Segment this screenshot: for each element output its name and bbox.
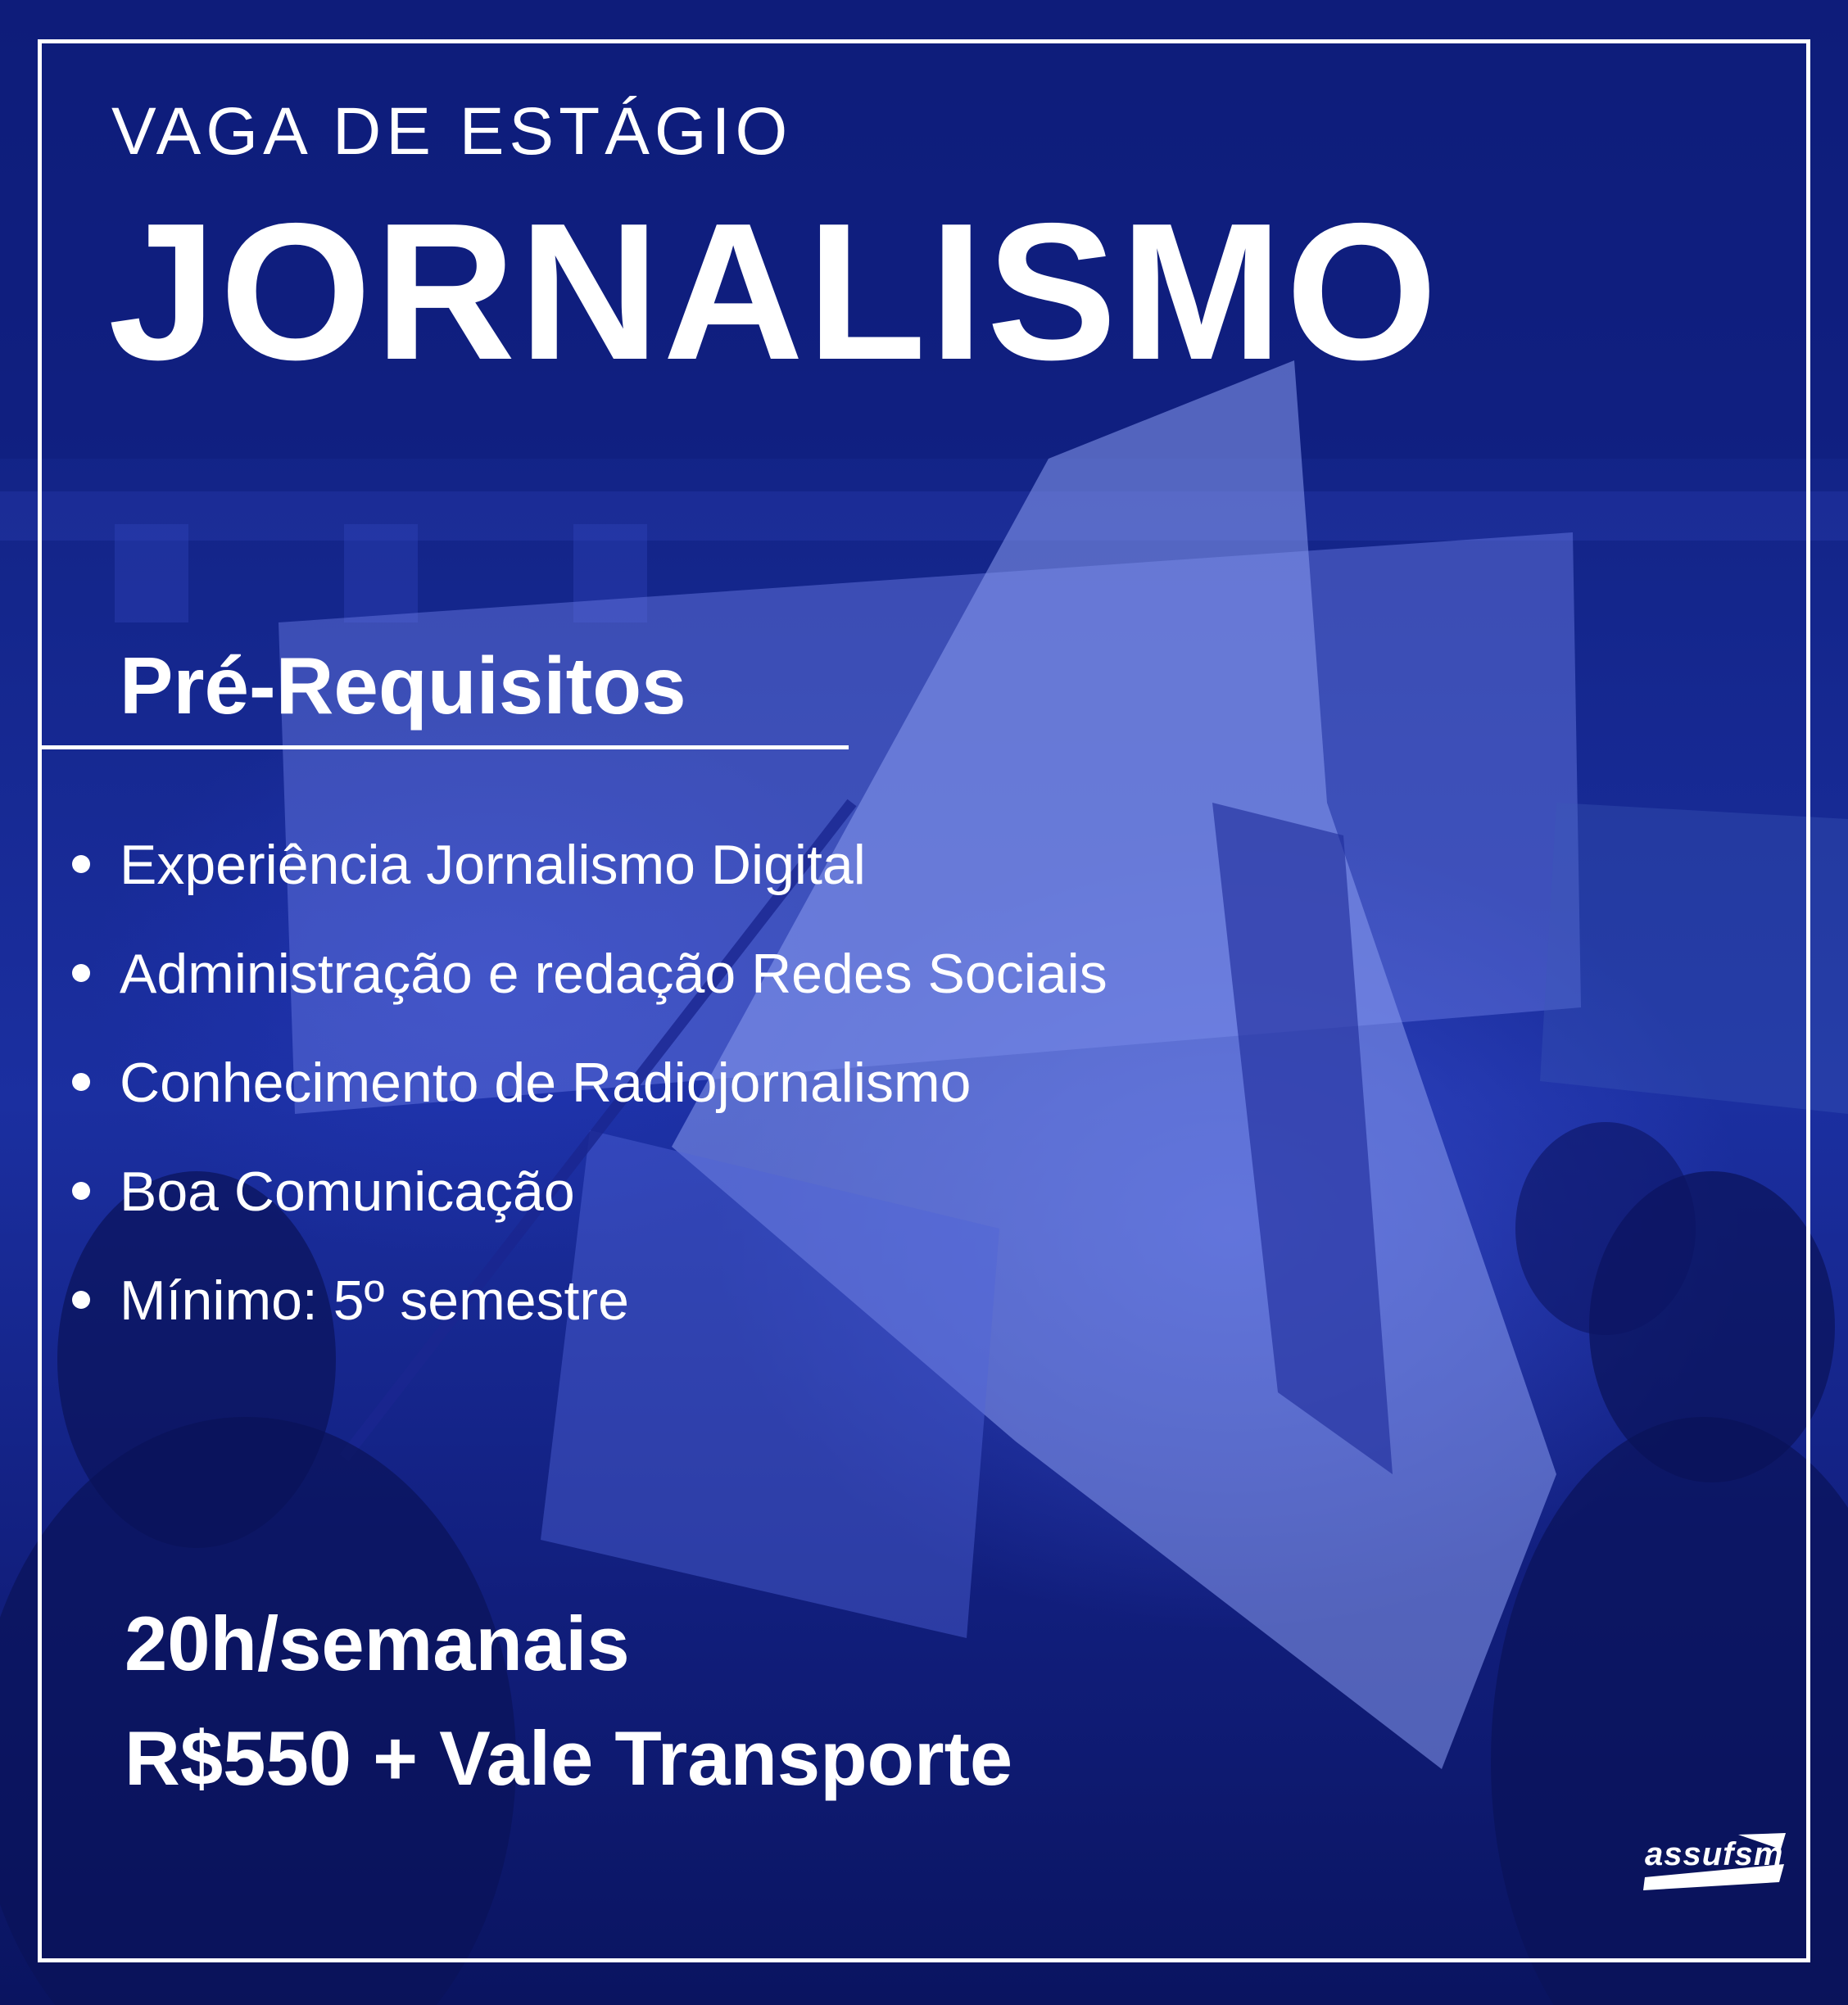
list-item-text: Experiência Jornalismo Digital — [120, 834, 866, 896]
bullet-icon — [72, 964, 90, 982]
bullet-icon — [72, 1073, 90, 1091]
heading-divider — [38, 745, 849, 749]
list-item — [66, 943, 1458, 1055]
list-item-text: Administração e redação Redes Sociais — [120, 943, 1107, 1005]
list-item-text: Conhecimento de Radiojornalismo — [120, 1052, 972, 1114]
requirements-list — [66, 834, 1458, 1382]
requirements-heading: Pré-Requisitos — [120, 640, 686, 731]
stipend: R$550 + Vale Transporte — [125, 1715, 1013, 1801]
bullet-icon — [72, 1182, 90, 1200]
logo-wordmark: assufsm — [1645, 1836, 1784, 1872]
assufsm-logo — [1640, 1831, 1787, 1895]
list-item — [66, 1161, 1458, 1273]
list-item-text: Boa Comunicação — [120, 1161, 575, 1223]
list-item-text: Mínimo: 5º semestre — [120, 1270, 629, 1332]
list-item — [66, 1270, 1458, 1382]
bullet-icon — [72, 855, 90, 873]
bullet-icon — [72, 1291, 90, 1309]
list-item — [66, 1052, 1458, 1164]
weekly-hours: 20h/semanais — [125, 1600, 630, 1686]
list-item — [66, 834, 1458, 946]
kicker-label: VAGA DE ESTÁGIO — [111, 94, 793, 169]
page-title: JORNALISMO — [108, 183, 1441, 401]
